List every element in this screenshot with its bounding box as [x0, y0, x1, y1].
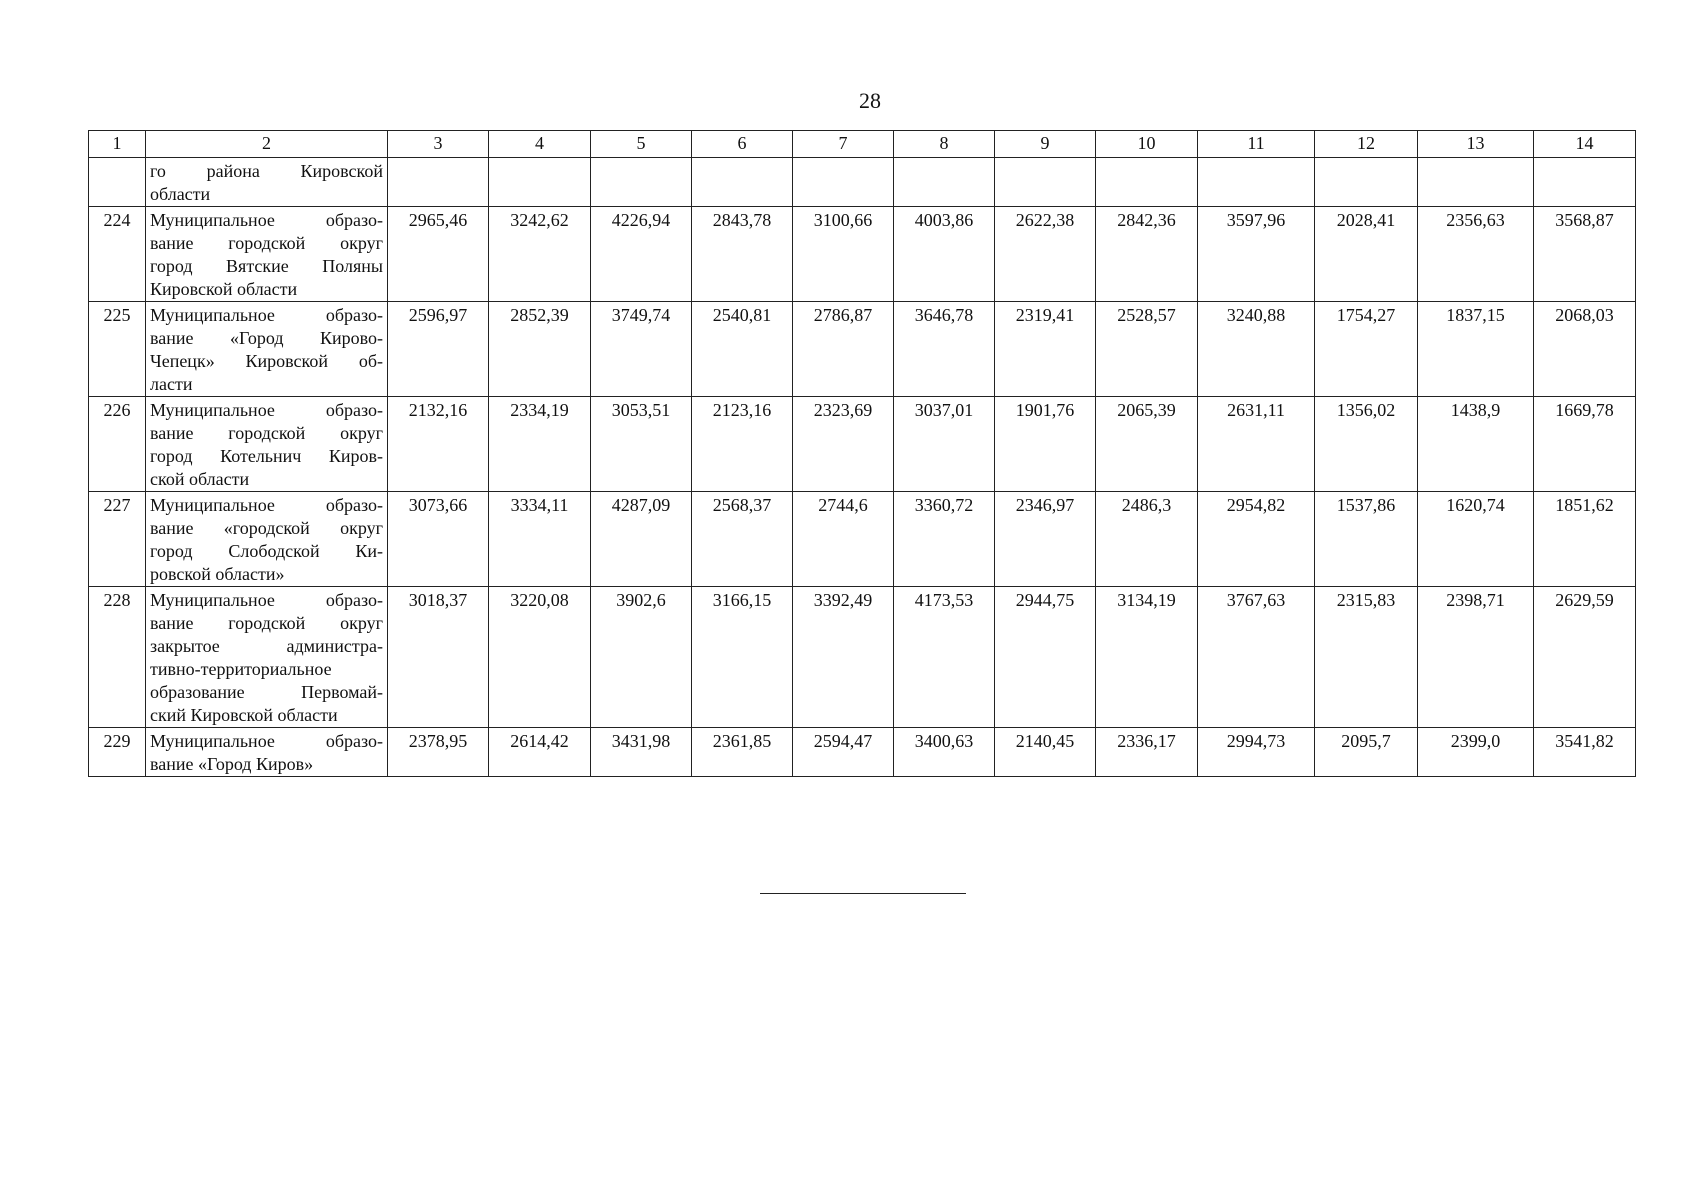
table-row	[89, 492, 1636, 587]
value-cell: 3018,37	[388, 587, 489, 728]
value-cell: 2596,97	[388, 302, 489, 397]
column-header: 12	[1315, 131, 1418, 158]
table-row	[89, 302, 1636, 397]
value-cell: 2140,45	[995, 728, 1096, 777]
row-index: 225	[89, 302, 146, 397]
column-header: 5	[591, 131, 692, 158]
value-cell: 2123,16	[692, 397, 793, 492]
column-header: 2	[146, 131, 388, 158]
value-cell: 2629,59	[1534, 587, 1636, 728]
value-cell: 2631,11	[1198, 397, 1315, 492]
value-cell: 2528,57	[1096, 302, 1198, 397]
value-cell: 2028,41	[1315, 207, 1418, 302]
value-cell: 2315,83	[1315, 587, 1418, 728]
value-cell: 1851,62	[1534, 492, 1636, 587]
value-cell	[388, 158, 489, 207]
value-cell: 2095,7	[1315, 728, 1418, 777]
row-index: 228	[89, 587, 146, 728]
value-cell: 2594,47	[793, 728, 894, 777]
value-cell: 1620,74	[1418, 492, 1534, 587]
value-cell: 2540,81	[692, 302, 793, 397]
column-header: 3	[388, 131, 489, 158]
value-cell: 3392,49	[793, 587, 894, 728]
value-cell: 2568,37	[692, 492, 793, 587]
row-index: 227	[89, 492, 146, 587]
value-cell: 3360,72	[894, 492, 995, 587]
name-line: области	[150, 184, 211, 204]
value-cell: 3220,08	[489, 587, 591, 728]
value-cell: 2486,3	[1096, 492, 1198, 587]
table-row	[89, 158, 1636, 207]
value-cell: 2356,63	[1418, 207, 1534, 302]
value-cell: 2965,46	[388, 207, 489, 302]
value-cell	[1096, 158, 1198, 207]
value-cell: 2065,39	[1096, 397, 1198, 492]
value-cell: 2346,97	[995, 492, 1096, 587]
value-cell: 2334,19	[489, 397, 591, 492]
value-cell: 1669,78	[1534, 397, 1636, 492]
value-cell	[591, 158, 692, 207]
column-header: 14	[1534, 131, 1636, 158]
name-line: Муниципальное образо-	[150, 495, 383, 515]
value-cell: 3334,11	[489, 492, 591, 587]
table-row	[89, 728, 1636, 777]
page-number: 28	[859, 88, 881, 113]
value-cell: 3134,19	[1096, 587, 1198, 728]
value-cell	[1418, 158, 1534, 207]
value-cell: 3431,98	[591, 728, 692, 777]
value-cell: 3242,62	[489, 207, 591, 302]
column-header: 6	[692, 131, 793, 158]
value-cell	[894, 158, 995, 207]
column-header: 11	[1198, 131, 1315, 158]
value-cell: 2319,41	[995, 302, 1096, 397]
value-cell: 1901,76	[995, 397, 1096, 492]
name-line: образование Первомай-	[150, 682, 383, 702]
value-cell: 2068,03	[1534, 302, 1636, 397]
value-cell: 4287,09	[591, 492, 692, 587]
row-index: 226	[89, 397, 146, 492]
municipality-name	[146, 397, 388, 492]
value-cell: 1356,02	[1315, 397, 1418, 492]
value-cell: 2399,0	[1418, 728, 1534, 777]
value-cell: 2944,75	[995, 587, 1096, 728]
name-line: вание «Город Кирово-	[150, 328, 383, 348]
municipality-name	[146, 158, 388, 207]
row-index: 229	[89, 728, 146, 777]
value-cell: 3597,96	[1198, 207, 1315, 302]
table-row	[89, 587, 1636, 728]
value-cell: 3037,01	[894, 397, 995, 492]
name-line: го района Кировской	[150, 161, 383, 181]
value-cell: 2843,78	[692, 207, 793, 302]
name-line: закрытое администра-	[150, 636, 383, 656]
name-line: ровской области»	[150, 564, 285, 584]
value-cell: 3053,51	[591, 397, 692, 492]
name-line: ской области	[150, 469, 250, 489]
column-header: 9	[995, 131, 1096, 158]
municipality-name	[146, 492, 388, 587]
row-index: 224	[89, 207, 146, 302]
table-row	[89, 397, 1636, 492]
value-cell	[692, 158, 793, 207]
name-line: вание городской округ	[150, 613, 383, 633]
value-cell: 2336,17	[1096, 728, 1198, 777]
value-cell	[1198, 158, 1315, 207]
value-cell: 4226,94	[591, 207, 692, 302]
name-line: город Слободской Ки-	[150, 541, 383, 561]
name-line: Муниципальное образо-	[150, 210, 383, 230]
value-cell	[1534, 158, 1636, 207]
value-cell: 4003,86	[894, 207, 995, 302]
value-cell: 2323,69	[793, 397, 894, 492]
value-cell: 1754,27	[1315, 302, 1418, 397]
header-row	[89, 131, 1636, 158]
value-cell: 2398,71	[1418, 587, 1534, 728]
value-cell: 3646,78	[894, 302, 995, 397]
name-line: город Котельнич Киров-	[150, 446, 383, 466]
value-cell: 2852,39	[489, 302, 591, 397]
table-body	[89, 158, 1636, 777]
value-cell: 2132,16	[388, 397, 489, 492]
value-cell: 1438,9	[1418, 397, 1534, 492]
value-cell: 3749,74	[591, 302, 692, 397]
name-line: вание городской округ	[150, 233, 383, 253]
municipality-name	[146, 302, 388, 397]
value-cell: 3902,6	[591, 587, 692, 728]
value-cell: 1537,86	[1315, 492, 1418, 587]
name-line: Муниципальное образо-	[150, 590, 383, 610]
value-cell: 3767,63	[1198, 587, 1315, 728]
value-cell: 2361,85	[692, 728, 793, 777]
value-cell: 3240,88	[1198, 302, 1315, 397]
value-cell: 3166,15	[692, 587, 793, 728]
value-cell: 3400,63	[894, 728, 995, 777]
value-cell: 2614,42	[489, 728, 591, 777]
row-index	[89, 158, 146, 207]
column-header: 7	[793, 131, 894, 158]
municipality-name	[146, 587, 388, 728]
value-cell: 3100,66	[793, 207, 894, 302]
column-header: 8	[894, 131, 995, 158]
name-line: Муниципальное образо-	[150, 305, 383, 325]
municipality-name	[146, 728, 388, 777]
value-cell	[489, 158, 591, 207]
table-header	[89, 131, 1636, 158]
value-cell	[1315, 158, 1418, 207]
value-cell: 1837,15	[1418, 302, 1534, 397]
name-line: вание «Город Киров»	[150, 754, 314, 774]
footer-rule	[760, 893, 966, 894]
column-header: 4	[489, 131, 591, 158]
name-line: Чепецк» Кировской об-	[150, 351, 383, 371]
name-line: тивно-территориальное	[150, 659, 332, 679]
value-cell: 2954,82	[1198, 492, 1315, 587]
column-header: 10	[1096, 131, 1198, 158]
value-cell: 2786,87	[793, 302, 894, 397]
name-line: ласти	[150, 374, 193, 394]
column-header: 13	[1418, 131, 1534, 158]
value-cell	[793, 158, 894, 207]
value-cell: 3568,87	[1534, 207, 1636, 302]
value-cell: 3541,82	[1534, 728, 1636, 777]
value-cell: 3073,66	[388, 492, 489, 587]
name-line: Муниципальное образо-	[150, 400, 383, 420]
name-line: вание городской округ	[150, 423, 383, 443]
value-cell: 2378,95	[388, 728, 489, 777]
name-line: ский Кировской области	[150, 705, 338, 725]
data-table	[88, 130, 1636, 777]
column-header: 1	[89, 131, 146, 158]
value-cell: 4173,53	[894, 587, 995, 728]
value-cell	[995, 158, 1096, 207]
name-line: город Вятские Поляны	[150, 256, 383, 276]
name-line: вание «городской округ	[150, 518, 383, 538]
value-cell: 2994,73	[1198, 728, 1315, 777]
table-row	[89, 207, 1636, 302]
value-cell: 2842,36	[1096, 207, 1198, 302]
value-cell: 2744,6	[793, 492, 894, 587]
name-line: Кировской области	[150, 279, 298, 299]
value-cell: 2622,38	[995, 207, 1096, 302]
name-line: Муниципальное образо-	[150, 731, 383, 751]
municipality-name	[146, 207, 388, 302]
